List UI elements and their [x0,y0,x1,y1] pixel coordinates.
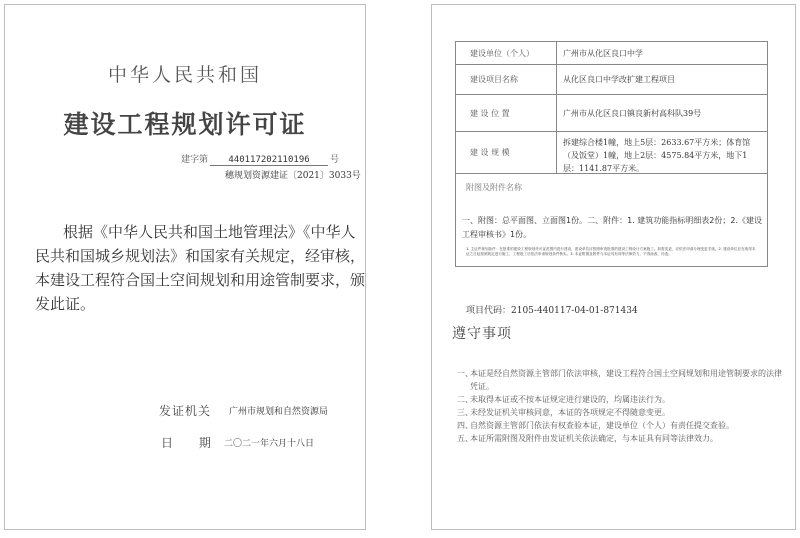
list-item [457,432,787,445]
row-value: 广州市从化区良口镇良新村高科队39号 [563,108,702,118]
rule-index: 二、 [457,395,473,404]
rule-text: 未经发证机关审核同意，本证的各项规定不得随意变更。 [470,408,670,417]
table-row [456,42,767,65]
attachments-text: 一、附图：总平面图、立面图1份。二、附件：1. 建筑功能指标明细表2份；2.《建设工程审核书》1份。 [462,216,762,239]
table-row [456,95,767,132]
rule-text: 自然资源主管部门依法有权查验本证，建设单位（个人）有责任提交查验。 [470,421,734,430]
row-value: 广州市从化区良口中学 [563,48,643,58]
rule-text: 本证所需附图及附件由发证机关依法确定，与本证具有同等法律效力。 [470,434,718,443]
country-name: 中华人民共和国 [107,64,262,86]
cert-number-row [181,152,339,166]
rule-index: 四、 [457,421,473,430]
rule-text: 本证是经自然资源主管部门依法审核，建设工程符合国土空间规划和用途管制要求的法律凭证。 [470,369,782,391]
row-value: 从化区良口中学改扩建工程项目 [563,75,675,84]
list-item [457,393,787,406]
cert-number: 440117202110196 [210,155,328,166]
list-item [457,419,787,432]
list-item [457,367,787,393]
cert-suffix: 号 [330,155,340,165]
permit-details-page [431,4,796,530]
row-value: 拆建综合楼1幢，地上5层：2633.67平方米；体育馆（及饭堂）1幢，地上2层：4575.84平方米，地下1层：1141.87平方米。 [563,138,751,173]
rules-list [457,367,787,445]
row-label: 建 设 规 模 [456,132,557,173]
attachments-label: 附图及附件名称 [466,183,522,192]
fine-print: 1. 主证件规划条件：在批准的建设工程规划许可证范围内进行建设，建设单位应按照审查批准的建设工程设计方案施工。如需变更，应依法申请办理变更手续。2. 建设单位应在取得本证之日起按照规定进行施工，工程竣工后依法申请规划条件核实。3. 本证附图及附件与本证具有同等法律效力，不得涂改、伪造。 [466,247,756,256]
project-code: 项目代码：2105-440117-04-01-871434 [466,306,638,316]
permit-cover-page [4,4,366,530]
rule-text: 未取得本证或不按本证规定进行建设的，均属违法行为。 [470,395,670,404]
issuer-label: 发证机关 [159,404,212,418]
row-label: 建设单位（个人） [456,42,557,64]
date-label: 日 期 [161,436,211,450]
permit-title: 建设工程规划许可证 [63,110,307,139]
cert-document-number: 穗规划资源建证〔2021〕3033号 [225,171,361,181]
project-details-table [455,41,768,267]
table-row [456,65,767,95]
list-item [457,406,787,419]
rule-index: 三、 [457,408,473,417]
issuer-value: 广州市规划和自然资源局 [229,407,329,417]
rule-index: 五、 [457,434,473,443]
row-label: 建 设 位 置 [456,95,557,131]
cert-prefix: 建字第 [181,155,209,165]
date-value: 二〇二一年六月十八日 [224,439,315,449]
rule-index: 一、 [457,369,473,378]
table-row [456,132,767,174]
row-label: 建设项目名称 [456,65,557,94]
rules-title: 遵守事项 [452,326,512,342]
permit-body-text: 根据《中华人民共和国土地管理法》《中华人民共和国城乡规划法》和国家有关规定，经审核，本建设工程符合国土空间规划和用途管制要求，颁发此证。 [35,223,366,313]
